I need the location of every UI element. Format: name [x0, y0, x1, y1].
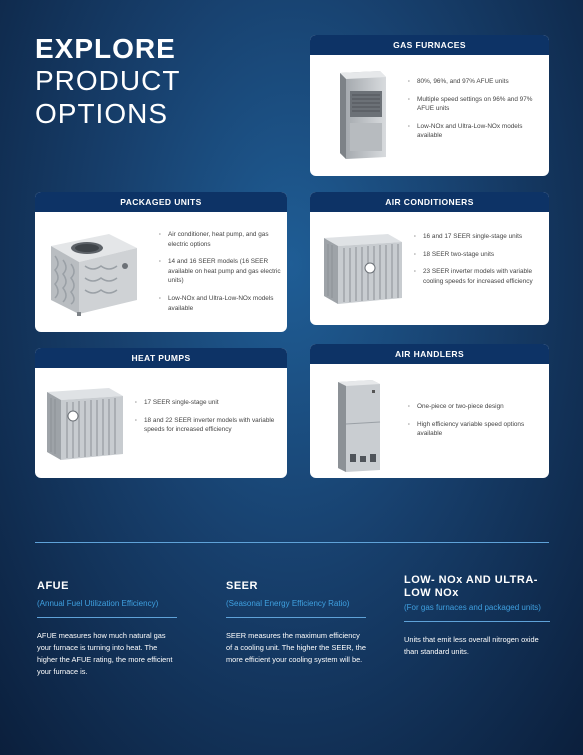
- feature-item: · High efficiency variable speed options available: [408, 420, 542, 439]
- page-title: [35, 34, 180, 130]
- title-line-1: EXPLORE: [35, 33, 176, 64]
- card-heat-pumps: [35, 348, 287, 478]
- heat-pumps-features: [135, 398, 281, 443]
- title-line-2: PRODUCT: [35, 65, 181, 96]
- feature-item: · 23 SEER inverter models with variable cooling speeds for increased efficiency: [414, 267, 544, 286]
- feature-item: · Low-NOx and Ultra-Low-NOx models available: [159, 294, 281, 313]
- term-rule: [404, 621, 550, 622]
- card-gas-furnaces: [310, 35, 549, 176]
- packaged-unit-image: [47, 226, 139, 318]
- term-description: Units that emit less overall nitrogen oxide than standard units.: [404, 635, 539, 656]
- card-title: PACKAGED UNITS: [35, 192, 287, 212]
- term-low-nox: [404, 574, 550, 658]
- feature-item: · 16 and 17 SEER single-stage units: [414, 232, 544, 242]
- card-title: AIR HANDLERS: [310, 344, 549, 364]
- card-packaged-units: [35, 192, 287, 332]
- term-rule: [37, 617, 177, 618]
- feature-item: · 80%, 96%, and 97% AFUE units: [408, 77, 538, 87]
- card-air-conditioners: [310, 192, 549, 325]
- term-description: SEER measures the maximum efficiency of a cooling unit. The higher the SEER, the more efficient your cooling system will be.: [226, 631, 366, 664]
- term-rule: [226, 617, 366, 618]
- air-conditioner-image: [320, 228, 404, 308]
- section-divider: [35, 542, 549, 543]
- feature-item: · 14 and 16 SEER models (16 SEER available on heat pump and gas electric units): [159, 257, 281, 286]
- air-handler-image: [332, 376, 384, 476]
- term-subtitle: (For gas furnaces and packaged units): [404, 603, 541, 612]
- card-title: GAS FURNACES: [310, 35, 549, 55]
- term-subtitle: (Annual Fuel Utilization Efficiency): [37, 599, 159, 608]
- feature-item: · Air conditioner, heat pump, and gas electric options: [159, 230, 281, 249]
- card-title: AIR CONDITIONERS: [310, 192, 549, 212]
- air-handlers-features: [408, 402, 542, 447]
- air-conditioners-features: [414, 232, 544, 294]
- term-name: AFUE: [37, 580, 69, 592]
- gas-furnaces-features: [408, 77, 538, 149]
- term-afue: [37, 580, 177, 678]
- card-title: HEAT PUMPS: [35, 348, 287, 368]
- feature-item: · 18 SEER two-stage units: [414, 250, 544, 260]
- feature-item: · Multiple speed settings on 96% and 97% AFUE units: [408, 95, 538, 114]
- feature-item: · Low-NOx and Ultra-Low-NOx models available: [408, 122, 538, 141]
- heat-pump-image: [43, 382, 127, 464]
- term-name: LOW- NOx AND ULTRA-LOW NOx: [404, 574, 538, 599]
- feature-item: · 18 and 22 SEER inverter models with variable speeds for increased efficiency: [135, 416, 281, 435]
- gas-furnace-image: [332, 69, 388, 161]
- feature-item: · One-piece or two-piece design: [408, 402, 542, 412]
- card-air-handlers: [310, 344, 549, 478]
- term-seer: [226, 580, 366, 666]
- feature-item: · 17 SEER single-stage unit: [135, 398, 281, 408]
- title-line-3: OPTIONS: [35, 98, 169, 129]
- term-name: SEER: [226, 580, 258, 592]
- term-subtitle: (Seasonal Energy Efficiency Ratio): [226, 599, 350, 608]
- packaged-units-features: [159, 230, 281, 321]
- term-description: AFUE measures how much natural gas your furnace is turning into heat. The higher the AFUE rating, the more efficient your furnace is.: [37, 631, 173, 676]
